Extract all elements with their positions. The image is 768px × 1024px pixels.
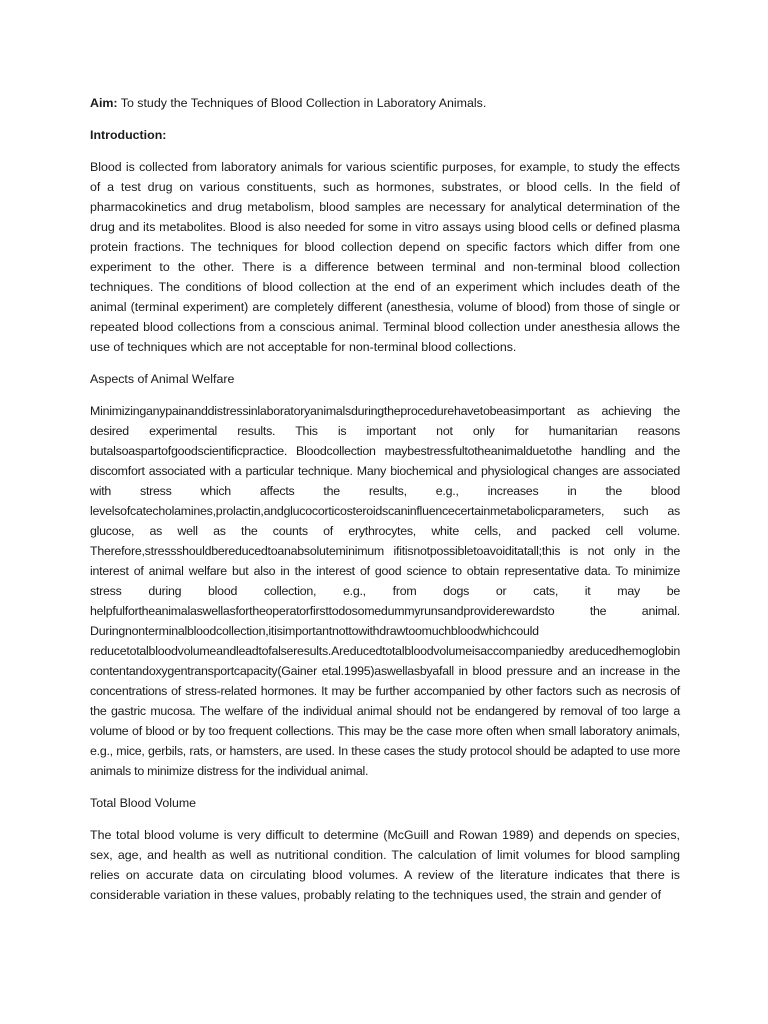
aim-line <box>90 93 680 113</box>
animal-welfare-paragraph: Minimizinganypainanddistressinlaboratoryanimalsduringtheprocedurehavetobeasimportant as achieving the desired experimental results. This is important not only for humanitarian reasons butalsoaspartofgoodscientificpractice. Bloodcollection maybestressfultotheanimalduetothe handling and the discomfort associated with a particular technique. Many biochemical and physiological changes are associated with stress which affects the results, e.g., increases in the blood levelsofcatecholamines,prolactin,andglucocorticosteroidscaninfluencecertainmetabolicparameters, such as glucose, as well as the counts of erythrocytes, white cells, and packed cell volume. Therefore,stressshouldbereducedtoanabsoluteminimum ifitisnotpossibletoavoiditatall;this is not only in the interest of animal welfare but also in the interest of good science to obtain representative data. To minimize stress during blood collection, e.g., from dogs or cats, it may be helpfulfortheanimalaswellasfortheoperatorfirsttodosomedummyrunsandproviderewardsto the animal. Duringnonterminalbloodcollection,itisimportantnottowithdrawtoomuchbloodwhichcould reducetotalbloodvolumeandleadtofalseresults.Areducedtotalbloodvolumeisaccompaniedby areducedhemoglobin contentandoxygentransportcapacity(Gainer etal.1995)aswellasbyafall in blood pressure and an increase in the concentrations of stress-related hormones. It may be further accompanied by other factors such as necrosis of the gastric mucosa. The welfare of the individual animal should not be endangered by removal of too large a volume of blood or by too frequent collections. This may be the case more often when small laboratory animals, e.g., mice, gerbils, rats, or hamsters, are used. In these cases the study protocol should be adapted to use more animals to minimize distress for the individual animal. <box>90 404 680 778</box>
document-page <box>90 93 680 917</box>
aim-text: To study the Techniques of Blood Collection in Laboratory Animals. <box>117 96 487 110</box>
animal-welfare-heading: Aspects of Animal Welfare <box>90 372 235 386</box>
aim-label: Aim: <box>90 96 118 110</box>
introduction-paragraph: Blood is collected from laboratory animals for various scientific purposes, for example, to study the effects of a test drug on various constituents, such as hormones, substrates, or blood cells. In the field of pharmacokinetics and drug metabolism, blood samples are necessary for analytical determination of the drug and its metabolites. Blood is also needed for some in vitro assays using blood cells or defined plasma protein fractions. The techniques for blood collection depend on specific factors which differ from one experiment to the other. There is a difference between terminal and non-terminal blood collection techniques. The conditions of blood collection at the end of an experiment which includes death of the animal (terminal experiment) are completely different (anesthesia, volume of blood) from those of single or repeated blood collections from a conscious animal. Terminal blood collection under anesthesia allows the use of techniques which are not acceptable for non-terminal blood collections. <box>90 160 680 354</box>
total-blood-volume-heading: Total Blood Volume <box>90 796 197 810</box>
total-blood-volume-paragraph: The total blood volume is very difficult to determine (McGuill and Rowan 1989) and depends on species, sex, age, and health as well as nutritional condition. The calculation of limit volumes for blood sampling relies on accurate data on circulating blood volumes. A review of the literature indicates that there is considerable variation in these values, probably relating to the techniques used, the strain and gender of <box>90 828 680 902</box>
introduction-heading: Introduction: <box>90 128 167 142</box>
